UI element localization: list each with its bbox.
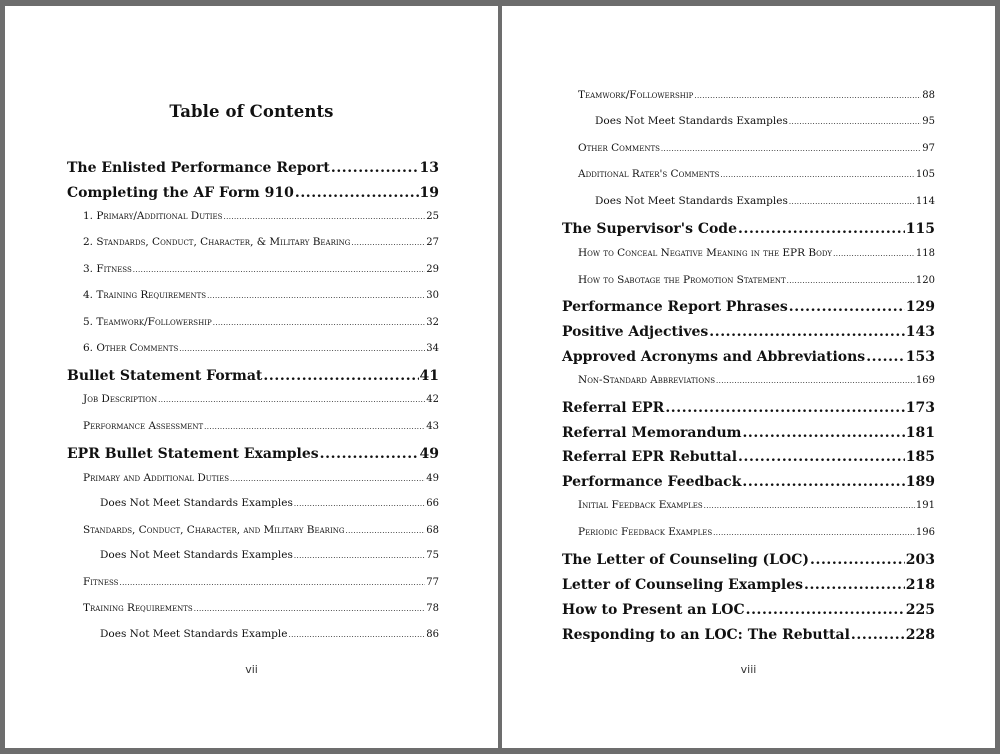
toc-entry[interactable] (83, 473, 439, 484)
toc-entry-label: Additional Rater's Comments (578, 168, 720, 180)
toc-entry-page: 13 (419, 160, 439, 176)
toc-entry-page: 115 (905, 221, 935, 237)
toc-entry[interactable] (83, 237, 439, 248)
toc-entry-label: Responding to an LOC: The Rebuttal (562, 627, 850, 643)
toc-entry[interactable] (578, 375, 935, 386)
toc-entry-page: 120 (915, 275, 935, 286)
toc-entry-page: 68 (426, 525, 439, 536)
toc-entry-label: Approved Acronyms and Abbreviations (562, 349, 866, 365)
toc-entry-label: 1. Primary/Additional Duties (83, 210, 223, 222)
dot-leader (207, 293, 425, 300)
toc-entry-page: 78 (426, 603, 439, 614)
dot-leader (742, 426, 904, 440)
dot-leader (665, 401, 904, 415)
toc-entry[interactable] (562, 578, 935, 592)
toc-entry-page: 30 (426, 290, 439, 301)
dot-leader (294, 501, 425, 508)
toc-entry[interactable] (562, 553, 935, 567)
toc-entry-page: 86 (426, 629, 439, 640)
toc-entry[interactable] (83, 577, 439, 588)
dot-leader (204, 424, 425, 431)
dot-leader (158, 397, 425, 404)
dot-leader (866, 350, 905, 364)
toc-entry-page: 114 (915, 196, 935, 207)
toc-entry[interactable] (83, 211, 439, 222)
toc-entry-page: 88 (922, 90, 935, 101)
dot-leader (295, 186, 419, 200)
toc-entry[interactable] (67, 369, 439, 383)
toc-entry-page: 49 (419, 446, 439, 462)
toc-entry-label: Referral Memorandum (562, 425, 742, 441)
dot-leader (789, 119, 921, 126)
toc-entry[interactable] (67, 186, 439, 200)
toc-entry-label: Primary and Additional Duties (83, 472, 230, 484)
dot-leader (713, 530, 915, 537)
toc-entry-label: EPR Bullet Statement Examples (67, 446, 319, 462)
toc-entry-page: 95 (922, 116, 935, 127)
toc-entry-label: Performance Feedback (562, 474, 742, 490)
dot-leader (720, 172, 915, 179)
dot-leader (661, 146, 921, 153)
toc-entry-label: Referral EPR (562, 400, 665, 416)
dot-leader (716, 378, 915, 385)
toc-entry[interactable] (562, 325, 935, 339)
toc-entry-label: Does Not Meet Standards Examples (595, 115, 788, 127)
toc-entry-label: Fitness (83, 576, 119, 588)
toc-entry[interactable] (100, 498, 439, 509)
toc-entry[interactable] (83, 603, 439, 614)
toc-entry[interactable] (562, 603, 935, 617)
toc-entry[interactable] (595, 196, 935, 207)
dot-leader (119, 580, 425, 587)
toc-entry-label: The Supervisor's Code (562, 221, 738, 237)
toc-entry-label: The Letter of Counseling (LOC) (562, 552, 809, 568)
toc-entry-page: 189 (905, 474, 935, 490)
toc-entry[interactable] (83, 290, 439, 301)
toc-entry-page: 196 (915, 527, 935, 538)
toc-entry-label: Other Comments (578, 142, 660, 154)
dot-leader (738, 450, 905, 464)
toc-entry[interactable] (83, 394, 439, 405)
toc-entry-label: Non-Standard Abbreviations (578, 374, 715, 386)
toc-entry-label: Initial Feedback Examples (578, 499, 703, 511)
toc-entry-label: The Enlisted Performance Report (67, 160, 330, 176)
dot-leader (351, 240, 425, 247)
dot-leader (810, 553, 905, 567)
toc-entry-page: 143 (905, 324, 935, 340)
dot-leader (263, 369, 418, 383)
book-page-right (502, 6, 995, 748)
toc-entry-page: 66 (426, 498, 439, 509)
toc-entry[interactable] (83, 343, 439, 354)
toc-entry-page: 228 (905, 627, 935, 643)
toc-entry[interactable] (562, 628, 935, 642)
toc-entry-page: 218 (905, 577, 935, 593)
toc-entry-page: 29 (426, 264, 439, 275)
toc-entry[interactable] (83, 421, 439, 432)
toc-entry[interactable] (67, 447, 439, 461)
toc-entry[interactable] (578, 248, 935, 259)
toc-entry-page: 19 (419, 185, 439, 201)
toc-entry-page: 25 (426, 211, 439, 222)
toc-entry-page: 43 (426, 421, 439, 432)
dot-leader (694, 93, 921, 100)
toc-entry-page: 42 (426, 394, 439, 405)
toc-entry-label: 5. Teamwork/Followership (83, 316, 212, 328)
toc-entry[interactable] (578, 527, 935, 538)
toc-entry-page: 181 (905, 425, 935, 441)
toc-entry[interactable] (562, 450, 935, 464)
toc-entry-page: 153 (905, 349, 935, 365)
toc-entry-page: 118 (915, 248, 935, 259)
toc-entry-page: 203 (905, 552, 935, 568)
toc-entry-label: Performance Report Phrases (562, 299, 788, 315)
toc-entry[interactable] (578, 169, 935, 180)
toc-entry[interactable] (595, 116, 935, 127)
dot-leader (738, 222, 905, 236)
toc-entry-label: Job Description (83, 393, 158, 405)
toc-entry-label: Does Not Meet Standards Examples (100, 549, 293, 561)
toc-entry-label: 2. Standards, Conduct, Character, & Military Bearing (83, 236, 351, 248)
toc-entry[interactable] (578, 90, 935, 101)
dot-leader (230, 476, 425, 483)
dot-leader (320, 447, 419, 461)
toc-entry-page: 97 (922, 143, 935, 154)
toc-title: Table of Contents (169, 102, 334, 121)
toc-entry-page: 129 (905, 299, 935, 315)
toc-entry[interactable] (562, 222, 935, 236)
toc-entry-page: 225 (905, 602, 935, 618)
toc-entry-label: 3. Fitness (83, 263, 132, 275)
toc-entry-label: Positive Adjectives (562, 324, 709, 340)
toc-entry-label: Periodic Feedback Examples (578, 526, 713, 538)
dot-leader (704, 503, 915, 510)
dot-leader (179, 346, 425, 353)
toc-entry-page: 49 (426, 473, 439, 484)
toc-entry[interactable] (100, 550, 439, 561)
toc-entry-label: Performance Assessment (83, 420, 204, 432)
toc-entry-page: 105 (915, 169, 935, 180)
toc-entry[interactable] (562, 401, 935, 415)
toc-entry[interactable] (67, 161, 439, 175)
toc-entry-page: 191 (915, 500, 935, 511)
dot-leader (194, 606, 426, 613)
dot-leader (833, 251, 915, 258)
toc-entry-page: 34 (426, 343, 439, 354)
toc-entry[interactable] (83, 317, 439, 328)
toc-entry-label: Teamwork/Followership (578, 89, 694, 101)
toc-entry-page: 173 (905, 400, 935, 416)
toc-entry-page: 41 (419, 368, 439, 384)
dot-leader (804, 578, 905, 592)
dot-leader (709, 325, 905, 339)
toc-entry[interactable] (83, 264, 439, 275)
toc-entry-label: Does Not Meet Standards Examples (595, 195, 788, 207)
toc-entry[interactable] (578, 143, 935, 154)
toc-entry[interactable] (562, 426, 935, 440)
dot-leader (331, 161, 419, 175)
toc-entry[interactable] (578, 500, 935, 511)
toc-entry-label: 4. Training Requirements (83, 289, 207, 301)
toc-entry-page: 75 (426, 550, 439, 561)
dot-leader (288, 632, 425, 639)
toc-entry-label: Referral EPR Rebuttal (562, 449, 738, 465)
page-number: viii (740, 663, 757, 676)
dot-leader (213, 320, 426, 327)
dot-leader (789, 199, 915, 206)
toc-entry-label: Training Requirements (83, 602, 193, 614)
book-page-left (5, 6, 498, 748)
toc-entry[interactable] (562, 350, 935, 364)
dot-leader (789, 300, 905, 314)
toc-entry-label: How to Conceal Negative Meaning in the EPR Body (578, 247, 833, 259)
dot-leader (223, 214, 425, 221)
toc-entry-label: Bullet Statement Format (67, 368, 263, 384)
toc-entry[interactable] (562, 300, 935, 314)
toc-entry-label: Standards, Conduct, Character, and Military Bearing (83, 524, 345, 536)
toc-entry-label: How to Present an LOC (562, 602, 745, 618)
toc-entry-label: How to Sabotage the Promotion Statement (578, 274, 786, 286)
dot-leader (294, 553, 425, 560)
toc-entry[interactable] (83, 525, 439, 536)
toc-entry[interactable] (100, 629, 439, 640)
page-number: vii (245, 663, 258, 676)
dot-leader (851, 628, 905, 642)
toc-entry-label: Letter of Counseling Examples (562, 577, 803, 593)
toc-entry-page: 32 (426, 317, 439, 328)
toc-entry-page: 169 (915, 375, 935, 386)
toc-entry-label: Does Not Meet Standards Example (100, 628, 288, 640)
toc-entry-page: 77 (426, 577, 439, 588)
toc-entry-label: Completing the AF Form 910 (67, 185, 294, 201)
toc-entry-label: Does Not Meet Standards Examples (100, 497, 293, 509)
toc-entry[interactable] (562, 475, 935, 489)
toc-entry-page: 185 (905, 449, 935, 465)
dot-leader (133, 267, 425, 274)
toc-entry-label: 6. Other Comments (83, 342, 179, 354)
dot-leader (787, 278, 915, 285)
dot-leader (345, 528, 425, 535)
dot-leader (742, 475, 904, 489)
toc-entry-page: 27 (426, 237, 439, 248)
toc-entry[interactable] (578, 275, 935, 286)
dot-leader (746, 603, 905, 617)
